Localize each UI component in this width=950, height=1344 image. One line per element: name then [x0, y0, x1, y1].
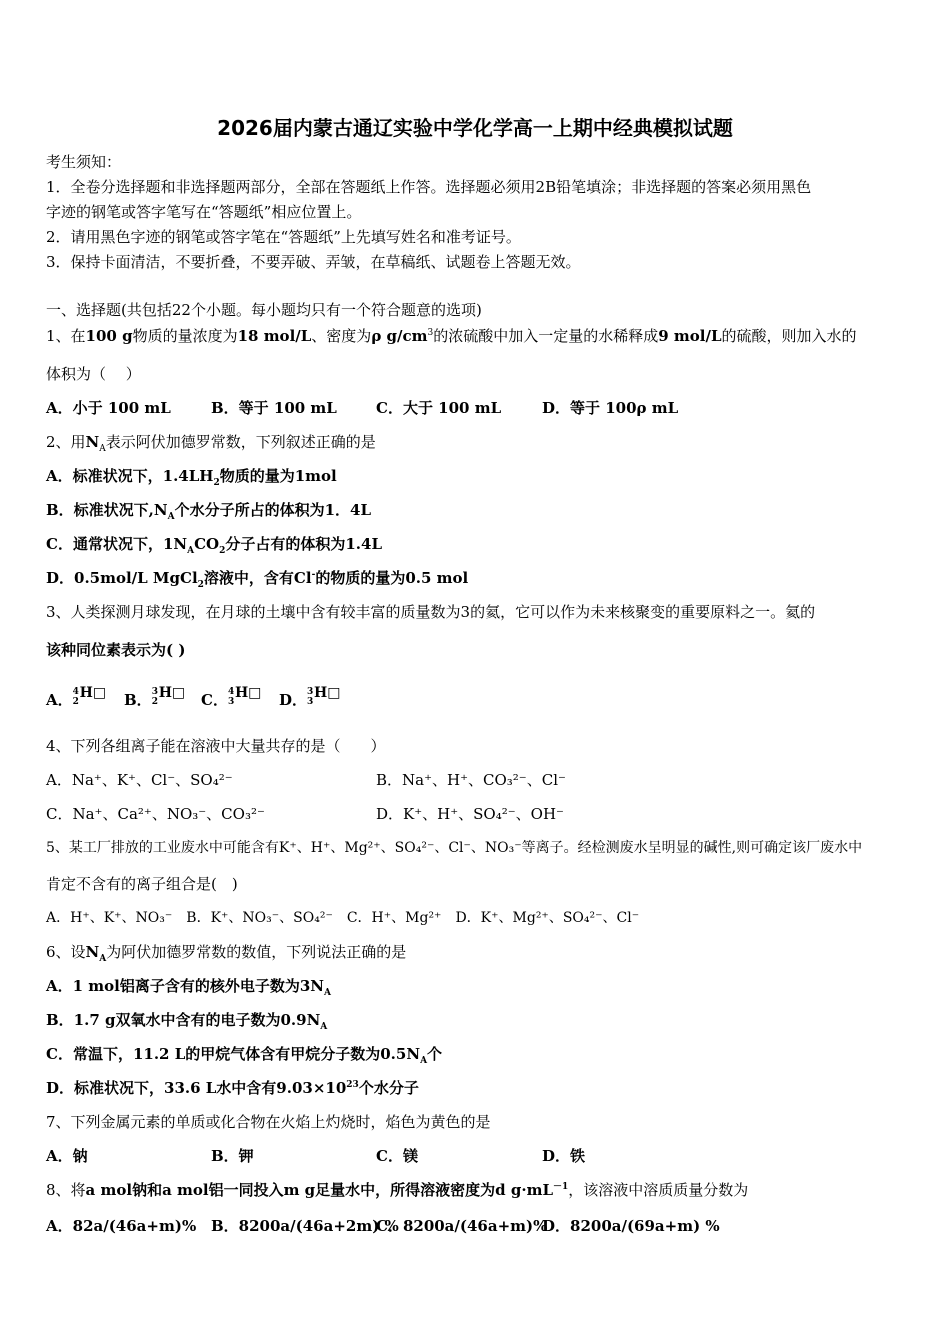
- q6c-text: C．常温下，11.2 L的甲烷气体含有甲烷分子数为0.5N: [46, 1045, 421, 1063]
- q3-option-c[interactable]: [201, 685, 262, 712]
- q6-text: 6、设: [46, 943, 86, 961]
- mass-number: 4: [227, 687, 235, 697]
- q2a-text: 物质的量为1mol: [219, 467, 337, 485]
- q1-mass: 100 g: [85, 327, 133, 345]
- q8-option-b[interactable]: B．8200a/(46a+2m) %: [211, 1217, 399, 1235]
- q3a-label: A．: [46, 691, 73, 709]
- notice-item-1-cont: 字迹的钢笔或答字笔写在“答题纸”相应位置上。: [46, 203, 362, 221]
- q8-sup: －1: [553, 1182, 569, 1192]
- q3b-label: B．: [124, 691, 152, 709]
- isotope-symbol: [72, 680, 107, 707]
- question-3-stem: 3、人类探测月球发现，在月球的土壤中含有较丰富的质量数为3的氦，它可以作为未来核聚变的重要原料之一。氦的: [46, 603, 816, 621]
- q2-text: 表示阿伏加德罗常数，下列叙述正确的是: [105, 433, 376, 451]
- q1-option-a[interactable]: A．小于 100 mL: [46, 399, 171, 417]
- q1-text: 、密度为: [311, 327, 372, 345]
- q1-option-d[interactable]: D．等于 100ρ mL: [542, 399, 679, 417]
- element-symbol: H□: [79, 685, 107, 701]
- atomic-number: 3: [227, 697, 235, 707]
- q2c-text: 分子占有的体积为1.4L: [225, 535, 383, 553]
- question-5-stem-cont: 肯定不含有的离子组合是( ): [46, 875, 238, 893]
- q4-option-c[interactable]: C．Na⁺、Ca²⁺、NO₃⁻、CO₃²⁻: [46, 805, 265, 823]
- q6d-text: D．标准状况下，33.6 L水中含有9.03×10: [46, 1079, 347, 1097]
- element-symbol: H□: [234, 685, 262, 701]
- q6a-text: A．1 mol铝离子含有的核外电子数为3N: [46, 977, 325, 995]
- question-5-stem: 5、某工厂排放的工业废水中可能含有K⁺、H⁺、Mg²⁺、SO₄²⁻、Cl⁻、NO₃⁻等离子。经检测废水呈明显的碱性,则可确定该厂废水中: [46, 840, 863, 856]
- q6d-text: 个水分子: [358, 1079, 419, 1097]
- q8-option-d[interactable]: D．8200a/(69a+m) %: [542, 1217, 720, 1235]
- q6a-sub: A: [324, 988, 332, 998]
- question-1-stem: [46, 324, 904, 348]
- q8-text: 8、将: [46, 1181, 86, 1199]
- q2b-text: B．标准状况下,: [46, 501, 154, 519]
- q2c-text: CO: [194, 535, 220, 553]
- q1-option-b[interactable]: B．等于 100 mL: [211, 399, 337, 417]
- q2c-sub: A: [187, 546, 195, 556]
- q1-conc: 18 mol/L: [237, 327, 312, 345]
- question-3-stem-cont: 该种同位素表示为( ): [46, 641, 186, 659]
- q2-option-b[interactable]: [46, 498, 904, 522]
- q1-dilute: 9 mol/L: [658, 327, 722, 345]
- q2d-sup: -: [311, 570, 316, 580]
- q2c-sub: 2: [219, 546, 226, 556]
- q6-n: N: [85, 943, 100, 961]
- page-title: 2026届内蒙古通辽实验中学化学高一上期中经典模拟试题: [217, 116, 733, 140]
- q3-option-d[interactable]: [279, 685, 341, 712]
- q6b-text: B．1.7 g双氧水中含有的电子数为0.9N: [46, 1011, 321, 1029]
- atomic-number: 3: [307, 697, 314, 707]
- element-symbol: H□: [314, 685, 341, 701]
- q2b-text: 个水分子所占的体积为1．4L: [174, 501, 372, 519]
- q2-sub: A: [99, 444, 106, 454]
- q8-text-bold: a mol钠和a mol铝一同投入m g足量水中，所得溶液密度为d g·mL: [85, 1181, 554, 1199]
- q8-option-c[interactable]: C．8200a/(46a+m)%: [376, 1217, 548, 1235]
- q6b-sub: A: [320, 1022, 328, 1032]
- q7-option-c[interactable]: C．镁: [376, 1147, 418, 1165]
- q2-option-a[interactable]: [46, 464, 904, 488]
- q5-options[interactable]: A．H⁺、K⁺、NO₃⁻ B．K⁺、NO₃⁻、SO₄²⁻ C．H⁺、Mg²⁺ D．K⁺、Mg²⁺、SO₄²⁻、Cl⁻: [46, 910, 640, 926]
- q2-na: N: [85, 433, 100, 451]
- q7-option-b[interactable]: B．钾: [211, 1147, 254, 1165]
- mass-number: 3: [151, 687, 158, 697]
- q2d-sub: 2: [197, 580, 204, 590]
- q6-option-c[interactable]: [46, 1042, 904, 1066]
- q2d-text: D．0.5mol/L MgCl: [46, 569, 198, 587]
- q7-option-d[interactable]: D．铁: [542, 1147, 586, 1165]
- q3-option-a[interactable]: [46, 685, 107, 712]
- q4-option-b[interactable]: B．Na⁺、H⁺、CO₃²⁻、Cl⁻: [376, 771, 566, 789]
- notice-heading: 考生须知：: [46, 153, 122, 171]
- mass-number: 4: [72, 687, 79, 697]
- section-heading: 一、选择题(共包括22个小题。每小题均只有一个符合题意的选项): [46, 301, 482, 319]
- atomic-number: 2: [151, 697, 158, 707]
- notice-item-3: 3．保持卡面清洁，不要折叠，不要弄破、弄皱，在草稿纸、试题卷上答题无效。: [46, 253, 581, 271]
- q2-option-d[interactable]: [46, 566, 904, 590]
- question-7-stem: 7、下列金属元素的单质或化合物在火焰上灼烧时，焰色为黄色的是: [46, 1113, 491, 1131]
- notice-item-1: 1．全卷分选择题和非选择题两部分，全部在答题纸上作答。选择题必须用2B铅笔填涂；非选择题的答案必须用黑色: [46, 178, 812, 196]
- q4-option-d[interactable]: D．K⁺、H⁺、SO₄²⁻、OH⁻: [376, 805, 564, 823]
- atomic-number: 2: [72, 697, 79, 707]
- question-4-stem: 4、下列各组离子能在溶液中大量共存的是（ ）: [46, 737, 386, 755]
- q6-option-d[interactable]: [46, 1076, 904, 1100]
- element-symbol: H□: [158, 685, 186, 701]
- q1-text: 物质的量浓度为: [132, 327, 238, 345]
- mass-number: 3: [307, 687, 314, 697]
- q6c-sub: A: [420, 1056, 428, 1066]
- q6c-text: 个: [427, 1045, 443, 1063]
- q2a-text: A．标准状况下，1.4LH: [46, 467, 214, 485]
- q6-option-b[interactable]: [46, 1008, 904, 1032]
- q1-option-c[interactable]: C．大于 100 mL: [376, 399, 502, 417]
- q2c-text: C．通常状况下，1N: [46, 535, 188, 553]
- q1-text: 的浓硫酸中加入一定量的水稀释成: [433, 327, 659, 345]
- question-6-stem: [46, 940, 904, 964]
- q3d-label: D．: [279, 691, 308, 709]
- q8-option-a[interactable]: A．82a/(46a+m)%: [46, 1217, 197, 1235]
- isotope-symbol: [307, 680, 341, 707]
- isotope-symbol: [151, 680, 186, 707]
- q3c-label: C．: [201, 691, 228, 709]
- isotope-symbol: [227, 680, 262, 707]
- q8-text: ，该溶液中溶质质量分数为: [568, 1181, 749, 1199]
- q2-text: 2、用: [46, 433, 86, 451]
- q6-option-a[interactable]: [46, 974, 904, 998]
- q1-density: ρ g/cm: [371, 327, 428, 345]
- q2d-text: 溶液中，含有Cl: [203, 569, 312, 587]
- q6-sub: A: [99, 954, 107, 964]
- q6-text: 为阿伏加德罗常数的数值，下列说法正确的是: [106, 943, 407, 961]
- q2b-sub: A: [167, 512, 175, 522]
- q3-option-b[interactable]: [124, 685, 186, 712]
- q2a-sub: 2: [213, 478, 220, 488]
- notice-item-2: 2．请用黑色字迹的钢笔或答字笔在“答题纸”上先填写姓名和准考证号。: [46, 228, 521, 246]
- q2d-text: 的物质的量为0.5 mol: [315, 569, 469, 587]
- q4-option-a[interactable]: A．Na⁺、K⁺、Cl⁻、SO₄²⁻: [46, 771, 233, 789]
- q6d-sup: 23: [346, 1080, 359, 1090]
- q1-sup: 3: [427, 328, 434, 338]
- q2b-n: N: [153, 501, 168, 519]
- question-2-stem: [46, 430, 904, 454]
- q1-text: 1、在: [46, 327, 86, 345]
- question-8-stem: [46, 1178, 904, 1202]
- q2-option-c[interactable]: [46, 532, 904, 556]
- question-1-stem-cont: 体积为（ ）: [46, 365, 141, 383]
- q1-text: 的硫酸，则加入水的: [721, 327, 857, 345]
- q7-option-a[interactable]: A．钠: [46, 1147, 88, 1165]
